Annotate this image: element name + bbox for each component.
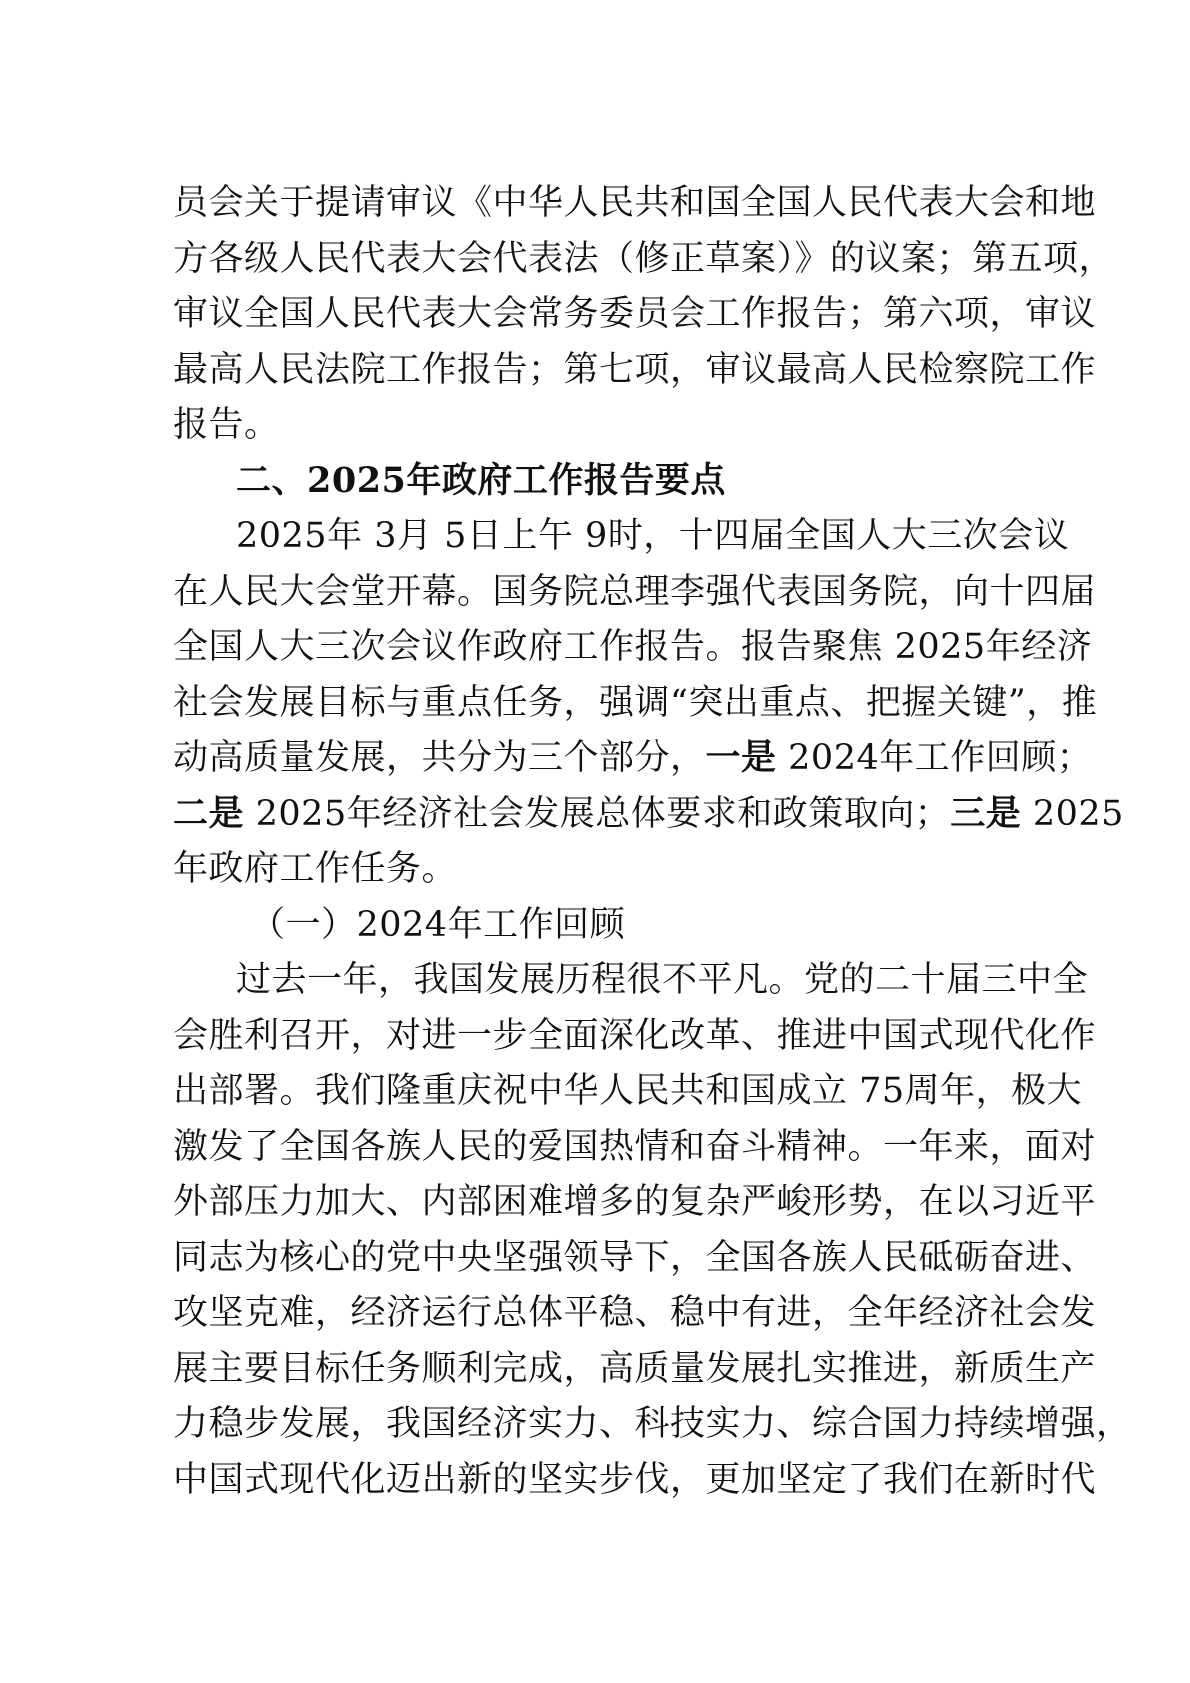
paragraph2-line-5 (173, 734, 1093, 782)
paragraph1-line-4: 最高人民法院工作报告；第七项，审议最高人民检察院工作 (173, 350, 1097, 390)
subsection-heading: （一）2024年工作回顾 (250, 905, 626, 945)
paragraph2-line-4: 社会发展目标与重点任务，强调“突出重点、把握关键”，推 (173, 683, 1098, 723)
paragraph2-line-1: 2025年 3月 5日上午 9时，十四届全国人大三次会议 (236, 516, 1070, 556)
paragraph2-line-5-text-b: 2024年工作回顾； (776, 738, 1093, 778)
paragraph2-line-3: 全国人大三次会议作政府工作报告。报告聚焦 2025年经济 (173, 627, 1093, 667)
paragraph3-line-2: 会胜利召开，对进一步全面深化改革、推进中国式现代化作 (173, 1016, 1097, 1056)
paragraph2-line-6-text-a: 2025年经济社会发展总体要求和政策取向； (244, 794, 951, 834)
paragraph3-line-6: 同志为核心的党中央坚强领导下，全国各族人民砥砺奋进、 (173, 1238, 1097, 1278)
paragraph1-line-1: 员会关于提请审议《中华人民共和国全国人民代表大会和地 (173, 183, 1097, 223)
paragraph2-line-5-text-a: 动高质量发展，共分为三个部分， (173, 738, 706, 778)
paragraph1-line-3: 审议全国人民代表大会常务委员会工作报告；第六项，审议 (173, 294, 1097, 334)
paragraph2-part-one-label: 一是 (705, 737, 777, 778)
paragraph3-line-5: 外部压力加大、内部困难增多的复杂严峻形势，在以习近平 (173, 1182, 1097, 1222)
paragraph1-line-5: 报告。 (173, 405, 280, 445)
paragraph2-part-two-label: 二是 (173, 793, 245, 834)
paragraph2-line-7: 年政府工作任务。 (173, 849, 458, 889)
paragraph3-line-7: 攻坚克难，经济运行总体平稳、稳中有进，全年经济社会发 (173, 1293, 1097, 1333)
paragraph2-line-6-text-b: 2025 (1021, 794, 1124, 834)
paragraph2-part-three-label: 三是 (950, 793, 1022, 834)
paragraph2-line-6 (173, 790, 1124, 838)
section-heading: 二、2025年政府工作报告要点 (236, 460, 726, 501)
paragraph2-line-2: 在人民大会堂开幕。国务院总理李强代表国务院，向十四届 (173, 572, 1097, 612)
paragraph3-line-9: 力稳步发展，我国经济实力、科技实力、综合国力持续增强， (173, 1404, 1132, 1444)
paragraph3-line-1: 过去一年，我国发展历程很不平凡。党的二十届三中全 (236, 960, 1089, 1000)
paragraph3-line-8: 展主要目标任务顺利完成，高质量发展扎实推进，新质生产 (173, 1349, 1097, 1389)
paragraph3-line-4: 激发了全国各族人民的爱国热情和奋斗精神。一年来，面对 (173, 1127, 1097, 1167)
paragraph3-line-3: 出部署。我们隆重庆祝中华人民共和国成立 75周年，极大 (173, 1071, 1083, 1111)
paragraph3-line-10: 中国式现代化迈出新的坚实步伐，更加坚定了我们在新时代 (173, 1460, 1097, 1500)
paragraph1-line-2: 方各级人民代表大会代表法（修正草案）》的议案；第五项， (173, 239, 1115, 279)
